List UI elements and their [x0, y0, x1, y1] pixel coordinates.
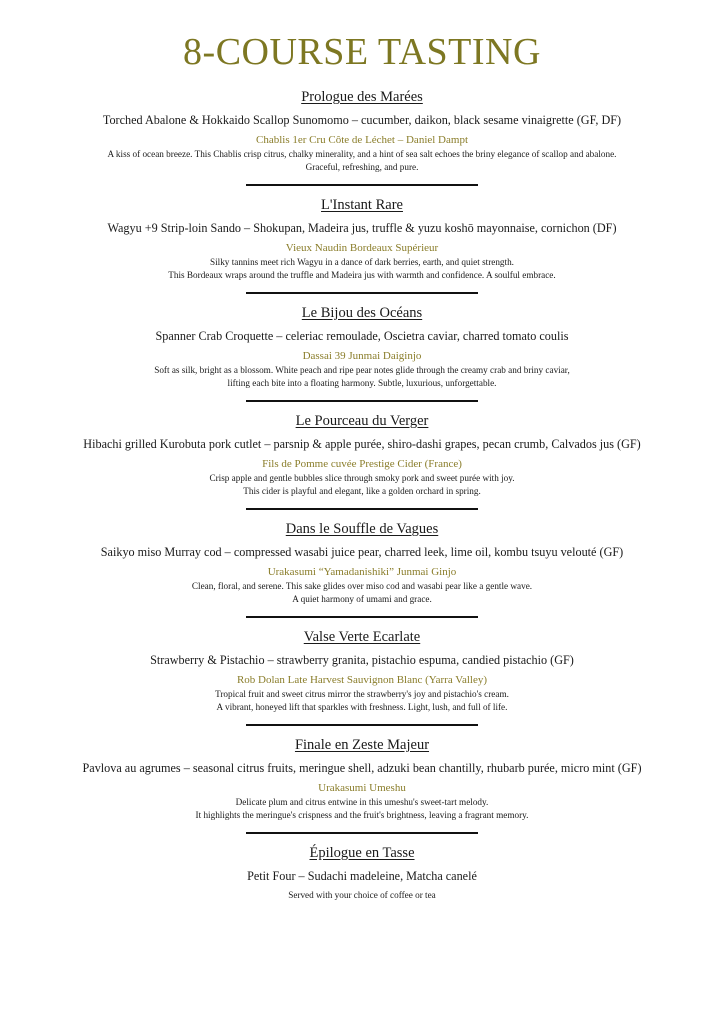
course-section — [0, 736, 724, 822]
section-divider — [246, 292, 478, 294]
wine-pairing: Dassai 39 Junmai Daiginjo — [302, 350, 422, 362]
course-section — [0, 412, 724, 498]
course-name: Prologue des Marées — [301, 89, 423, 105]
pairing-note: Soft as silk, bright as a blossom. White peach and ripe pear notes glide through the creamy crab and briny caviar, — [154, 365, 570, 375]
dish-description: Torched Abalone & Hokkaido Scallop Sunomomo – cucumber, daikon, black sesame vinaigrette (GF, DF) — [102, 113, 622, 127]
pairing-note: Delicate plum and citrus entwine in this umeshu's sweet-tart melody. — [235, 797, 489, 807]
section-divider — [246, 400, 478, 402]
pairing-note: This cider is playful and elegant, like a golden orchard in spring. — [243, 486, 481, 496]
service-note: Served with your choice of coffee or tea — [288, 890, 436, 900]
dish-description: Hibachi grilled Kurobuta pork cutlet – parsnip & apple purée, shiro-dashi grapes, pecan crumb, Calvados jus (GF) — [83, 437, 641, 451]
pairing-note: It highlights the meringue's crispness and the fruit's brightness, leaving a fragrant memory. — [195, 810, 529, 820]
pairing-note: lifting each bite into a floating harmony. Subtle, luxurious, unforgettable. — [227, 378, 497, 388]
wine-pairing: Rob Dolan Late Harvest Sauvignon Blanc (Yarra Valley) — [236, 674, 488, 686]
section-divider — [246, 184, 478, 186]
wine-pairing: Fils de Pomme cuvée Prestige Cider (France) — [262, 458, 462, 470]
dish-description: Petit Four – Sudachi madeleine, Matcha canelé — [247, 869, 477, 883]
course-name: Le Bijou des Océans — [301, 305, 423, 321]
pairing-note: Tropical fruit and sweet citrus mirror the strawberry's joy and pistachio's cream. — [215, 689, 509, 699]
course-section — [0, 304, 724, 390]
course-name: Finale en Zeste Majeur — [294, 737, 430, 753]
menu-title: 8-COURSE TASTING — [183, 31, 541, 73]
section-divider — [246, 508, 478, 510]
pairing-note: A kiss of ocean breeze. This Chablis crisp citrus, chalky minerality, and a hint of sea salt echoes the briny elegance of scallop and abalone. — [107, 149, 617, 159]
section-divider — [246, 724, 478, 726]
course-name: Épilogue en Tasse — [309, 845, 415, 861]
course-name: Valse Verte Ecarlate — [303, 629, 421, 645]
wine-pairing: Vieux Naudin Bordeaux Supérieur — [285, 242, 439, 254]
course-section — [0, 88, 724, 174]
pairing-note: A vibrant, honeyed lift that sparkles with freshness. Light, lush, and full of life. — [216, 702, 508, 712]
wine-pairing: Urakasumi “Yamadanishiki” Junmai Ginjo — [267, 566, 457, 578]
pairing-note: This Bordeaux wraps around the truffle and Madeira jus with warmth and confidence. A soulful embrace. — [168, 270, 556, 280]
course-section — [0, 844, 724, 902]
course-name: L'Instant Rare — [321, 197, 403, 213]
course-name: Dans le Souffle de Vagues — [285, 521, 439, 537]
dish-description: Spanner Crab Croquette – celeriac remoulade, Oscietra caviar, charred tomato coulis — [155, 329, 569, 343]
pairing-note: Clean, floral, and serene. This sake glides over miso cod and wasabi pear like a gentle wave. — [191, 581, 533, 591]
wine-pairing: Urakasumi Umeshu — [318, 782, 406, 794]
course-section — [0, 196, 724, 282]
course-name: Le Pourceau du Verger — [295, 413, 429, 429]
dish-description: Pavlova au agrumes – seasonal citrus fruits, meringue shell, adzuki bean chantilly, rhubarb purée, micro mint (GF) — [82, 761, 642, 775]
wine-pairing: Chablis 1er Cru Côte de Léchet – Daniel Dampt — [256, 134, 468, 146]
dish-description: Wagyu +9 Strip-loin Sando – Shokupan, Madeira jus, truffle & yuzu koshō mayonnaise, cornichon (DF) — [107, 221, 617, 235]
pairing-note: Silky tannins meet rich Wagyu in a dance of dark berries, earth, and quiet strength. — [210, 257, 514, 267]
course-section — [0, 520, 724, 606]
pairing-note: Graceful, refreshing, and pure. — [305, 162, 419, 172]
dish-description: Saikyo miso Murray cod – compressed wasabi juice pear, charred leek, lime oil, kombu tsuyu velouté (GF) — [100, 545, 624, 559]
section-divider — [246, 832, 478, 834]
pairing-note: Crisp apple and gentle bubbles slice through smoky pork and sweet purée with joy. — [209, 473, 515, 483]
section-divider — [246, 616, 478, 618]
course-section — [0, 628, 724, 714]
dish-description: Strawberry & Pistachio – strawberry granita, pistachio espuma, candied pistachio (GF) — [150, 653, 574, 667]
pairing-note: A quiet harmony of umami and grace. — [292, 594, 432, 604]
